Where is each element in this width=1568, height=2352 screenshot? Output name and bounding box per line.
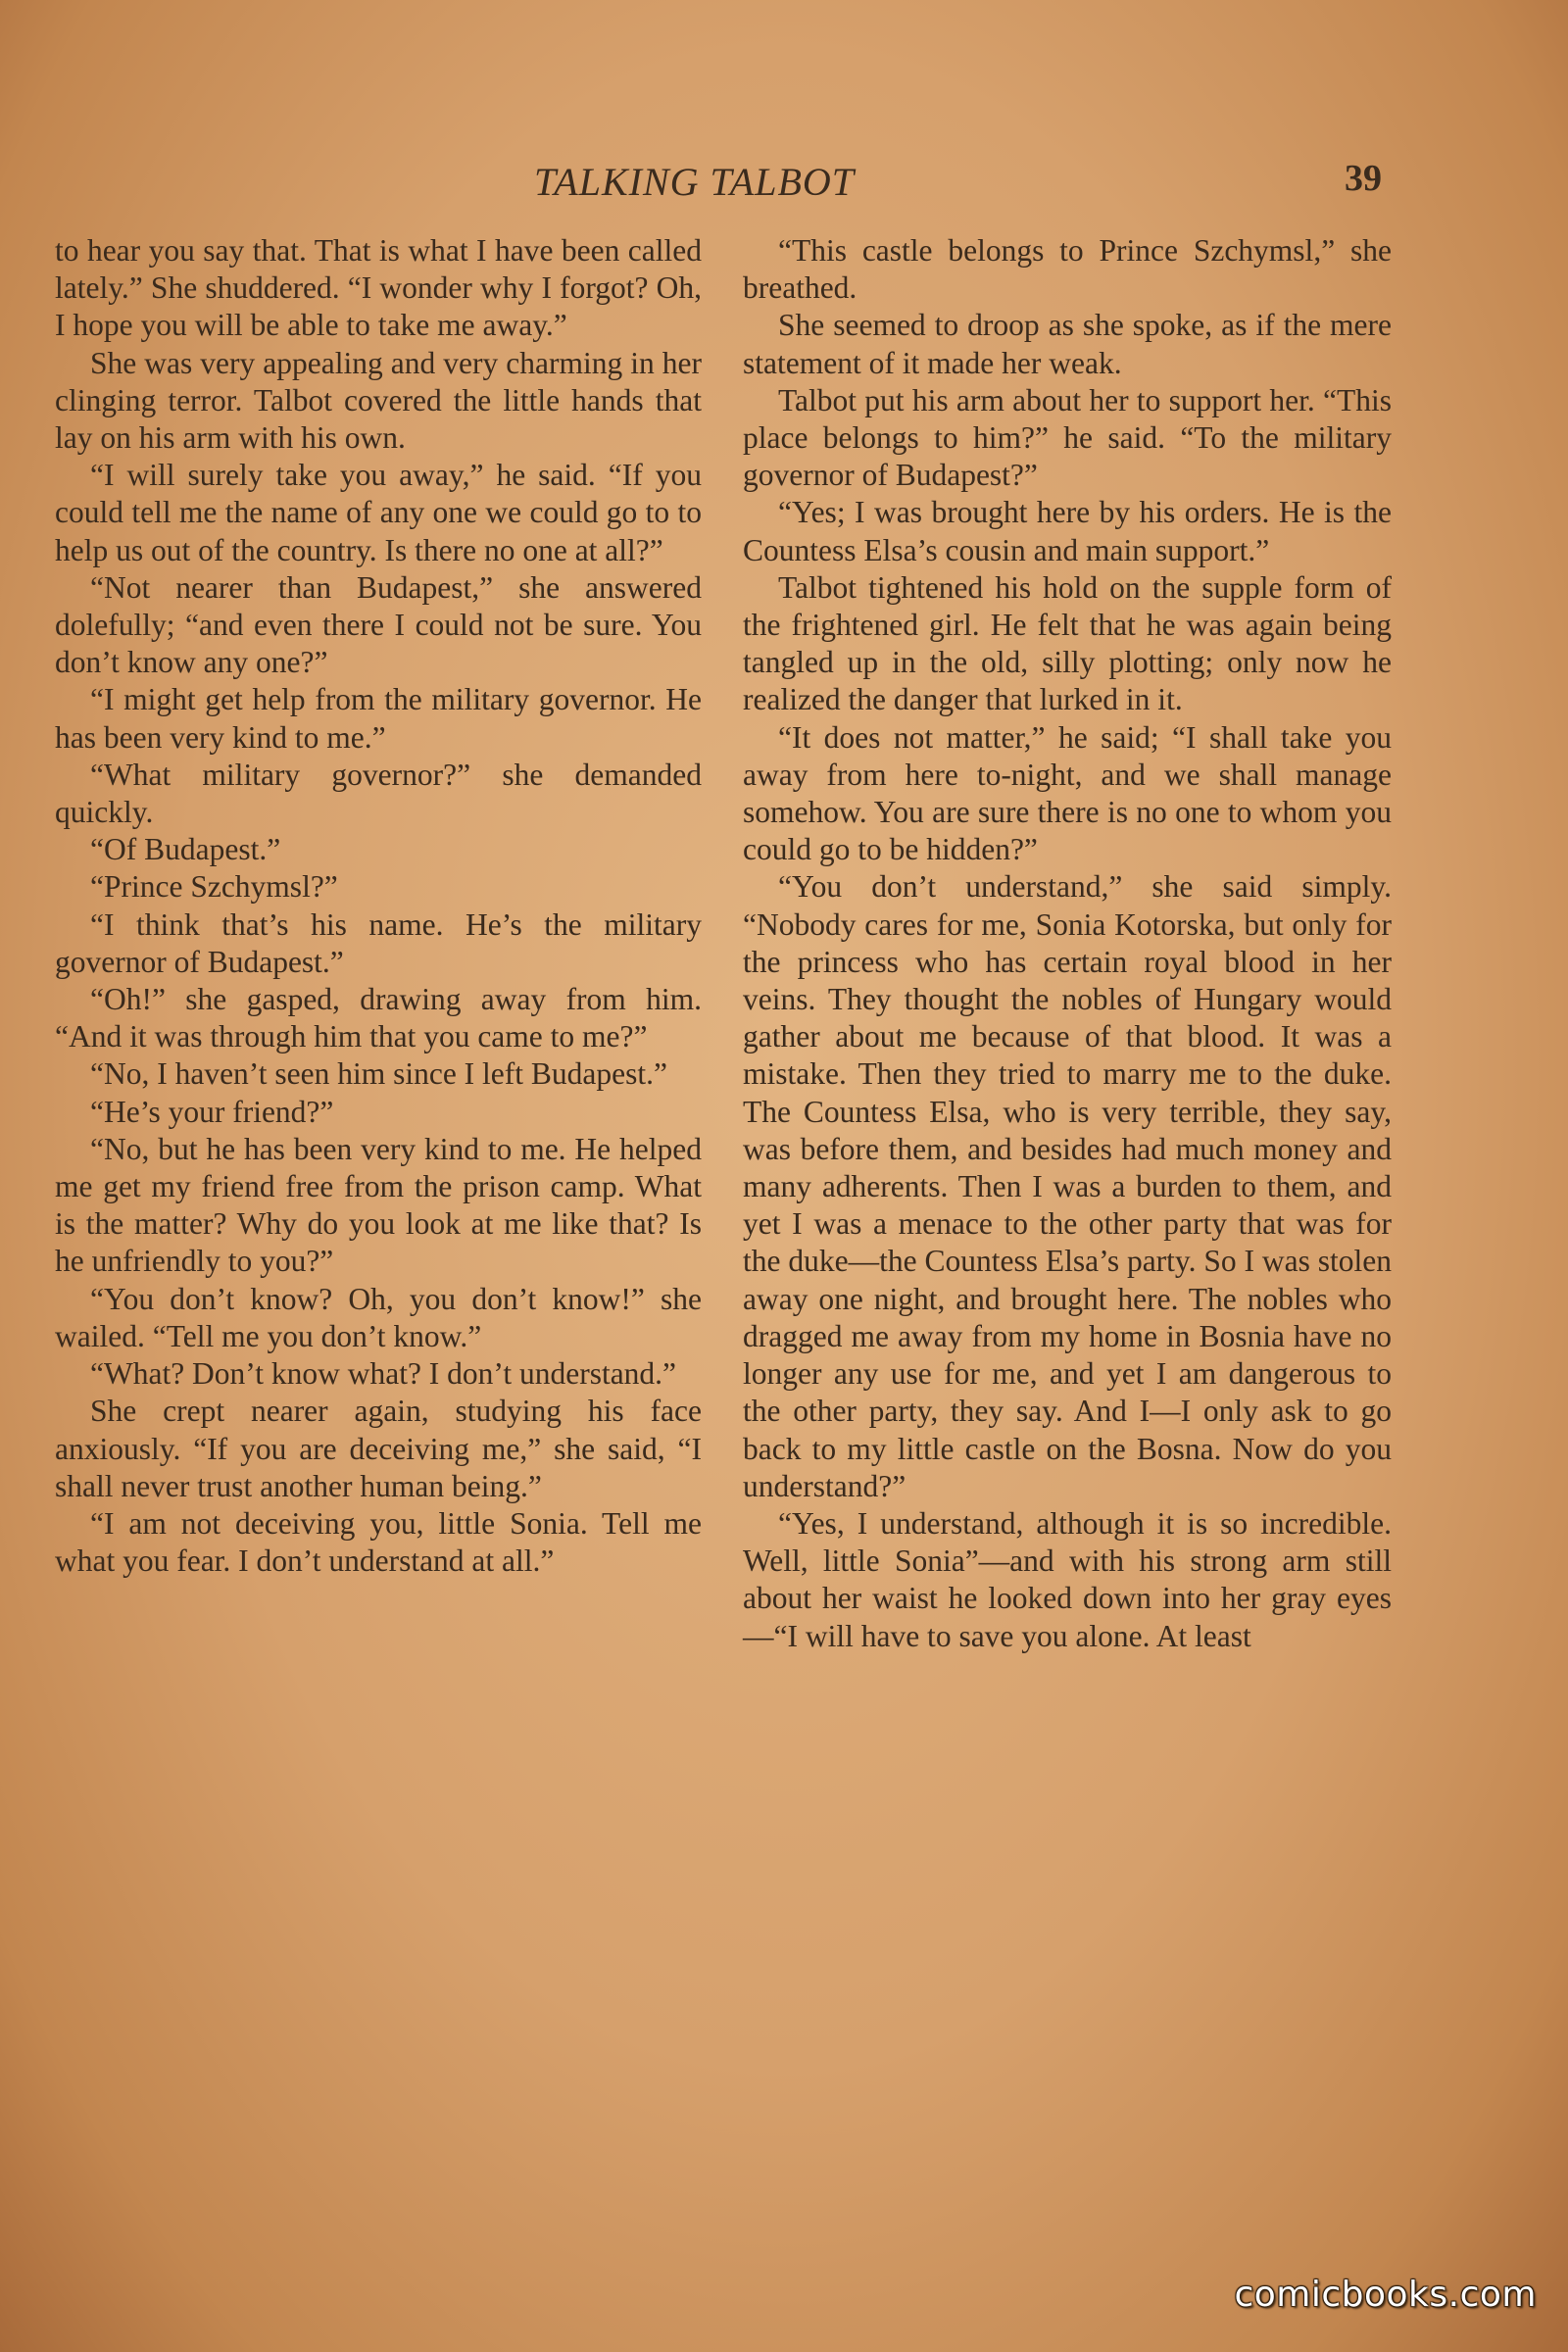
paragraph: “Prince Szchymsl?” — [90, 869, 338, 905]
running-title: TALKING TALBOT — [534, 160, 856, 204]
paragraph: “I think that’s his name. He’s the military governor of Budapest.” — [55, 906, 702, 979]
right-text-column — [743, 232, 1392, 1655]
paragraph: “Yes, I understand, although it is so incredible. Well, little Sonia”—and with his strong arm still about her waist he looked down into her gray eyes—“I will have to save you alone. At least — [743, 1505, 1392, 1653]
paragraph: Talbot tightened his hold on the supple form of the frightened girl. He felt that he was again being tangled up in the old, silly plotting; only now he realized the danger that lurked in it. — [743, 569, 1392, 717]
paragraph: She seemed to droop as she spoke, as if the mere statement of it made her weak. — [743, 308, 1392, 380]
paragraph: “You don’t know? Oh, you don’t know!” she wailed. “Tell me you don’t know.” — [55, 1281, 702, 1353]
paragraph: “What military governor?” she demanded quickly. — [55, 757, 702, 830]
left-text-column — [55, 232, 702, 1580]
paragraph: “I will surely take you away,” he said. “If you could tell me the name of any one we could go to to help us out of the country. Is there no one at all?” — [55, 458, 702, 567]
paragraph: Talbot put his arm about her to support her. “This place belongs to him?” he said. “To the military governor of Budapest?” — [743, 382, 1392, 493]
paragraph: She crept nearer again, studying his face anxiously. “If you are deceiving me,” she said, “I shall never trust another human being.” — [55, 1394, 702, 1503]
paragraph: “What? Don’t know what? I don’t understand.” — [90, 1356, 677, 1392]
paragraph: “You don’t understand,” she said simply. “Nobody cares for me, Sonia Kotorska, but only for the princess who has certain royal blood in her veins. They thought the nobles of Hungary would gather about me because of that blood. It was a mistake. Then they tried to marry me to the duke. The Countess Elsa, who is very terrible, they say, was before them, and besides had much money and many adherents. Then I was a burden to them, and yet I was a menace to the other party that was for the duke—the Countess Elsa’s party. So I was stolen away one night, and brought here. The nobles who dragged me away from my home in Bosnia have no longer any use for me, and yet I am dangerous to the other party, they say. And I—I only ask to go back to my little castle on the Bosna. Now do you understand?” — [743, 869, 1392, 1503]
paragraph: “He’s your friend?” — [90, 1094, 334, 1129]
paragraph: “It does not matter,” he said; “I shall take you away from here to-night, and we shall manage somehow. You are sure there is no one to whom you could go to be hidden?” — [743, 719, 1392, 867]
paragraph: “No, but he has been very kind to me. He helped me get my friend free from the prison camp. What is the matter? Why do you look at me like that? Is he unfriendly to you?” — [55, 1131, 702, 1279]
paragraph: “Yes; I was brought here by his orders. He is the Countess Elsa’s cousin and main support.” — [743, 495, 1392, 567]
paragraph: “Not nearer than Budapest,” she answered dolefully; “and even there I could not be sure. You don’t know any one?” — [55, 569, 702, 680]
paragraph: “This castle belongs to Prince Szchymsl,” she breathed. — [743, 233, 1392, 306]
paragraph: “Of Budapest.” — [90, 832, 281, 867]
paragraph: “I am not deceiving you, little Sonia. Tell me what you fear. I don’t understand at all.” — [55, 1505, 702, 1579]
paragraph: She was very appealing and very charming in her clinging terror. Talbot covered the little hands that lay on his arm with his own. — [55, 345, 702, 456]
site-watermark: comicbooks.com — [1234, 2275, 1537, 2315]
page-header — [0, 155, 1568, 214]
paragraph: “Oh!” she gasped, drawing away from him. “And it was through him that you came to me?” — [55, 982, 702, 1054]
paragraph: “No, I haven’t seen him since I left Budapest.” — [90, 1056, 667, 1092]
paragraph: “I might get help from the military governor. He has been very kind to me.” — [55, 682, 702, 755]
paragraph: to hear you say that. That is what I have been called lately.” She shuddered. “I wonder why I forgot? Oh, I hope you will be able to take me away.” — [55, 233, 702, 343]
page-number: 39 — [1345, 158, 1382, 199]
